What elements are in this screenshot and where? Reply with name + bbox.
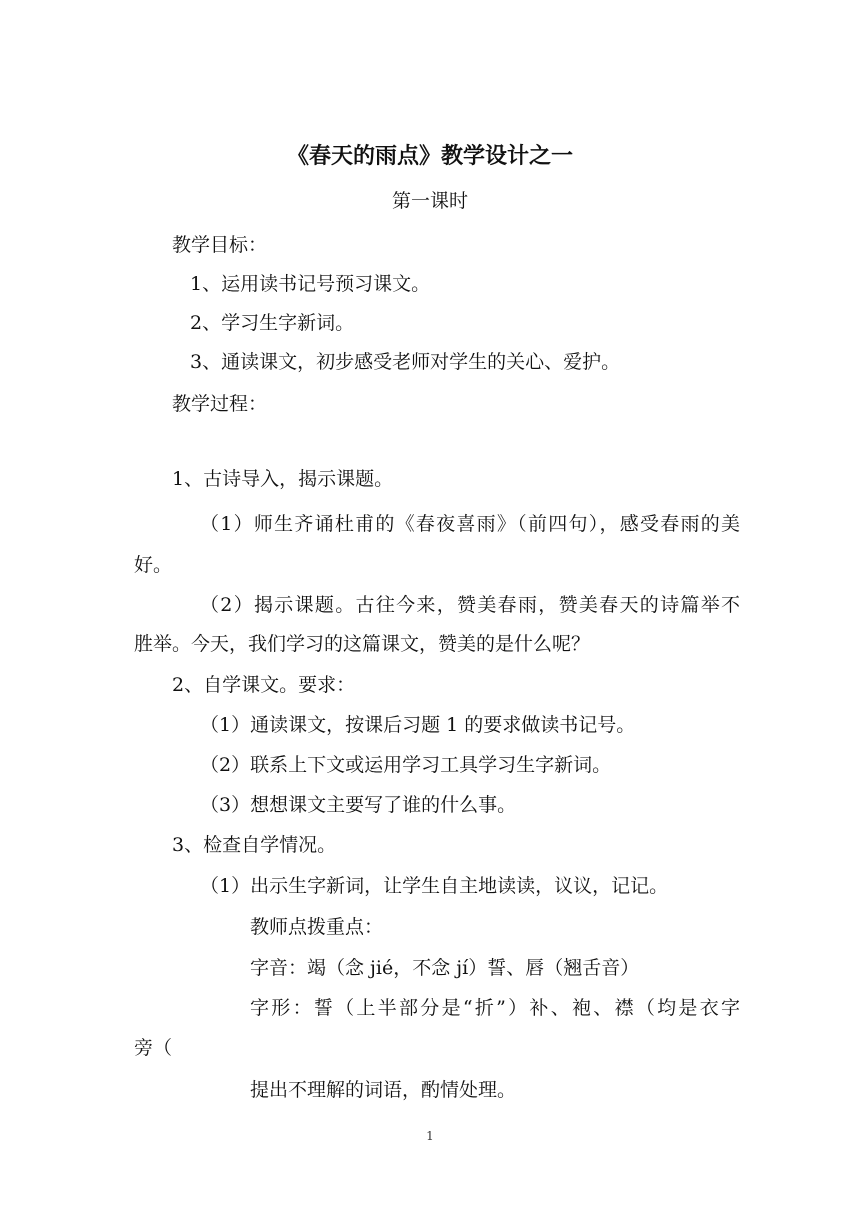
step3-heading: 3、检查自学情况。 [172,834,337,856]
character-form-line2: 旁（ [134,1037,173,1059]
step1-item1-line1: （1）师生齐诵杜甫的《春夜喜雨》（前四句），感受春雨的美 [200,513,740,535]
step1-heading: 1、古诗导入，揭示课题。 [172,468,394,490]
page-title: 《春天的雨点》教学设计之一 [286,144,573,169]
step1-item2-line1: （2）揭示课题。古往今来，赞美春雨，赞美春天的诗篇举不 [200,594,740,616]
goal-item-2: 2、学习生字新词。 [190,312,355,334]
step2-heading: 2、自学课文。要求： [172,674,356,696]
step3-item-1: （1）出示生字新词，让学生自主地读读，议议，记记。 [200,875,669,897]
vocabulary-note: 提出不理解的词语，酌情处理。 [250,1079,517,1101]
step1-item2-line2: 胜举。今天，我们学习的这篇课文，赞美的是什么呢？ [134,633,591,655]
page-subtitle: 第一课时 [391,190,468,212]
process-heading: 教学过程： [172,393,268,415]
goal-item-1: 1、运用读书记号预习课文。 [190,273,431,295]
page-number: 1 [426,1129,434,1143]
step2-item-1: （1）通读课文，按课后习题 1 的要求做读书记号。 [200,714,636,736]
teacher-note: 教师点拨重点： [250,916,384,938]
goals-heading: 教学目标： [172,234,268,256]
step2-item-2: （2）联系上下文或运用学习工具学习生字新词。 [200,754,612,776]
step1-item1-line2: 好。 [134,554,173,576]
step2-item-3: （3）想想课文主要写了谁的什么事。 [200,794,517,816]
goal-item-3: 3、通读课文，初步感受老师对学生的关心、爱护。 [190,351,621,373]
pronunciation-note: 字音：竭（念 jié，不念 jí）誓、唇（翘舌音） [250,957,640,979]
character-form-line1: 字形：誓（上半部分是“折”）补、袍、襟（均是衣字 [250,997,740,1019]
